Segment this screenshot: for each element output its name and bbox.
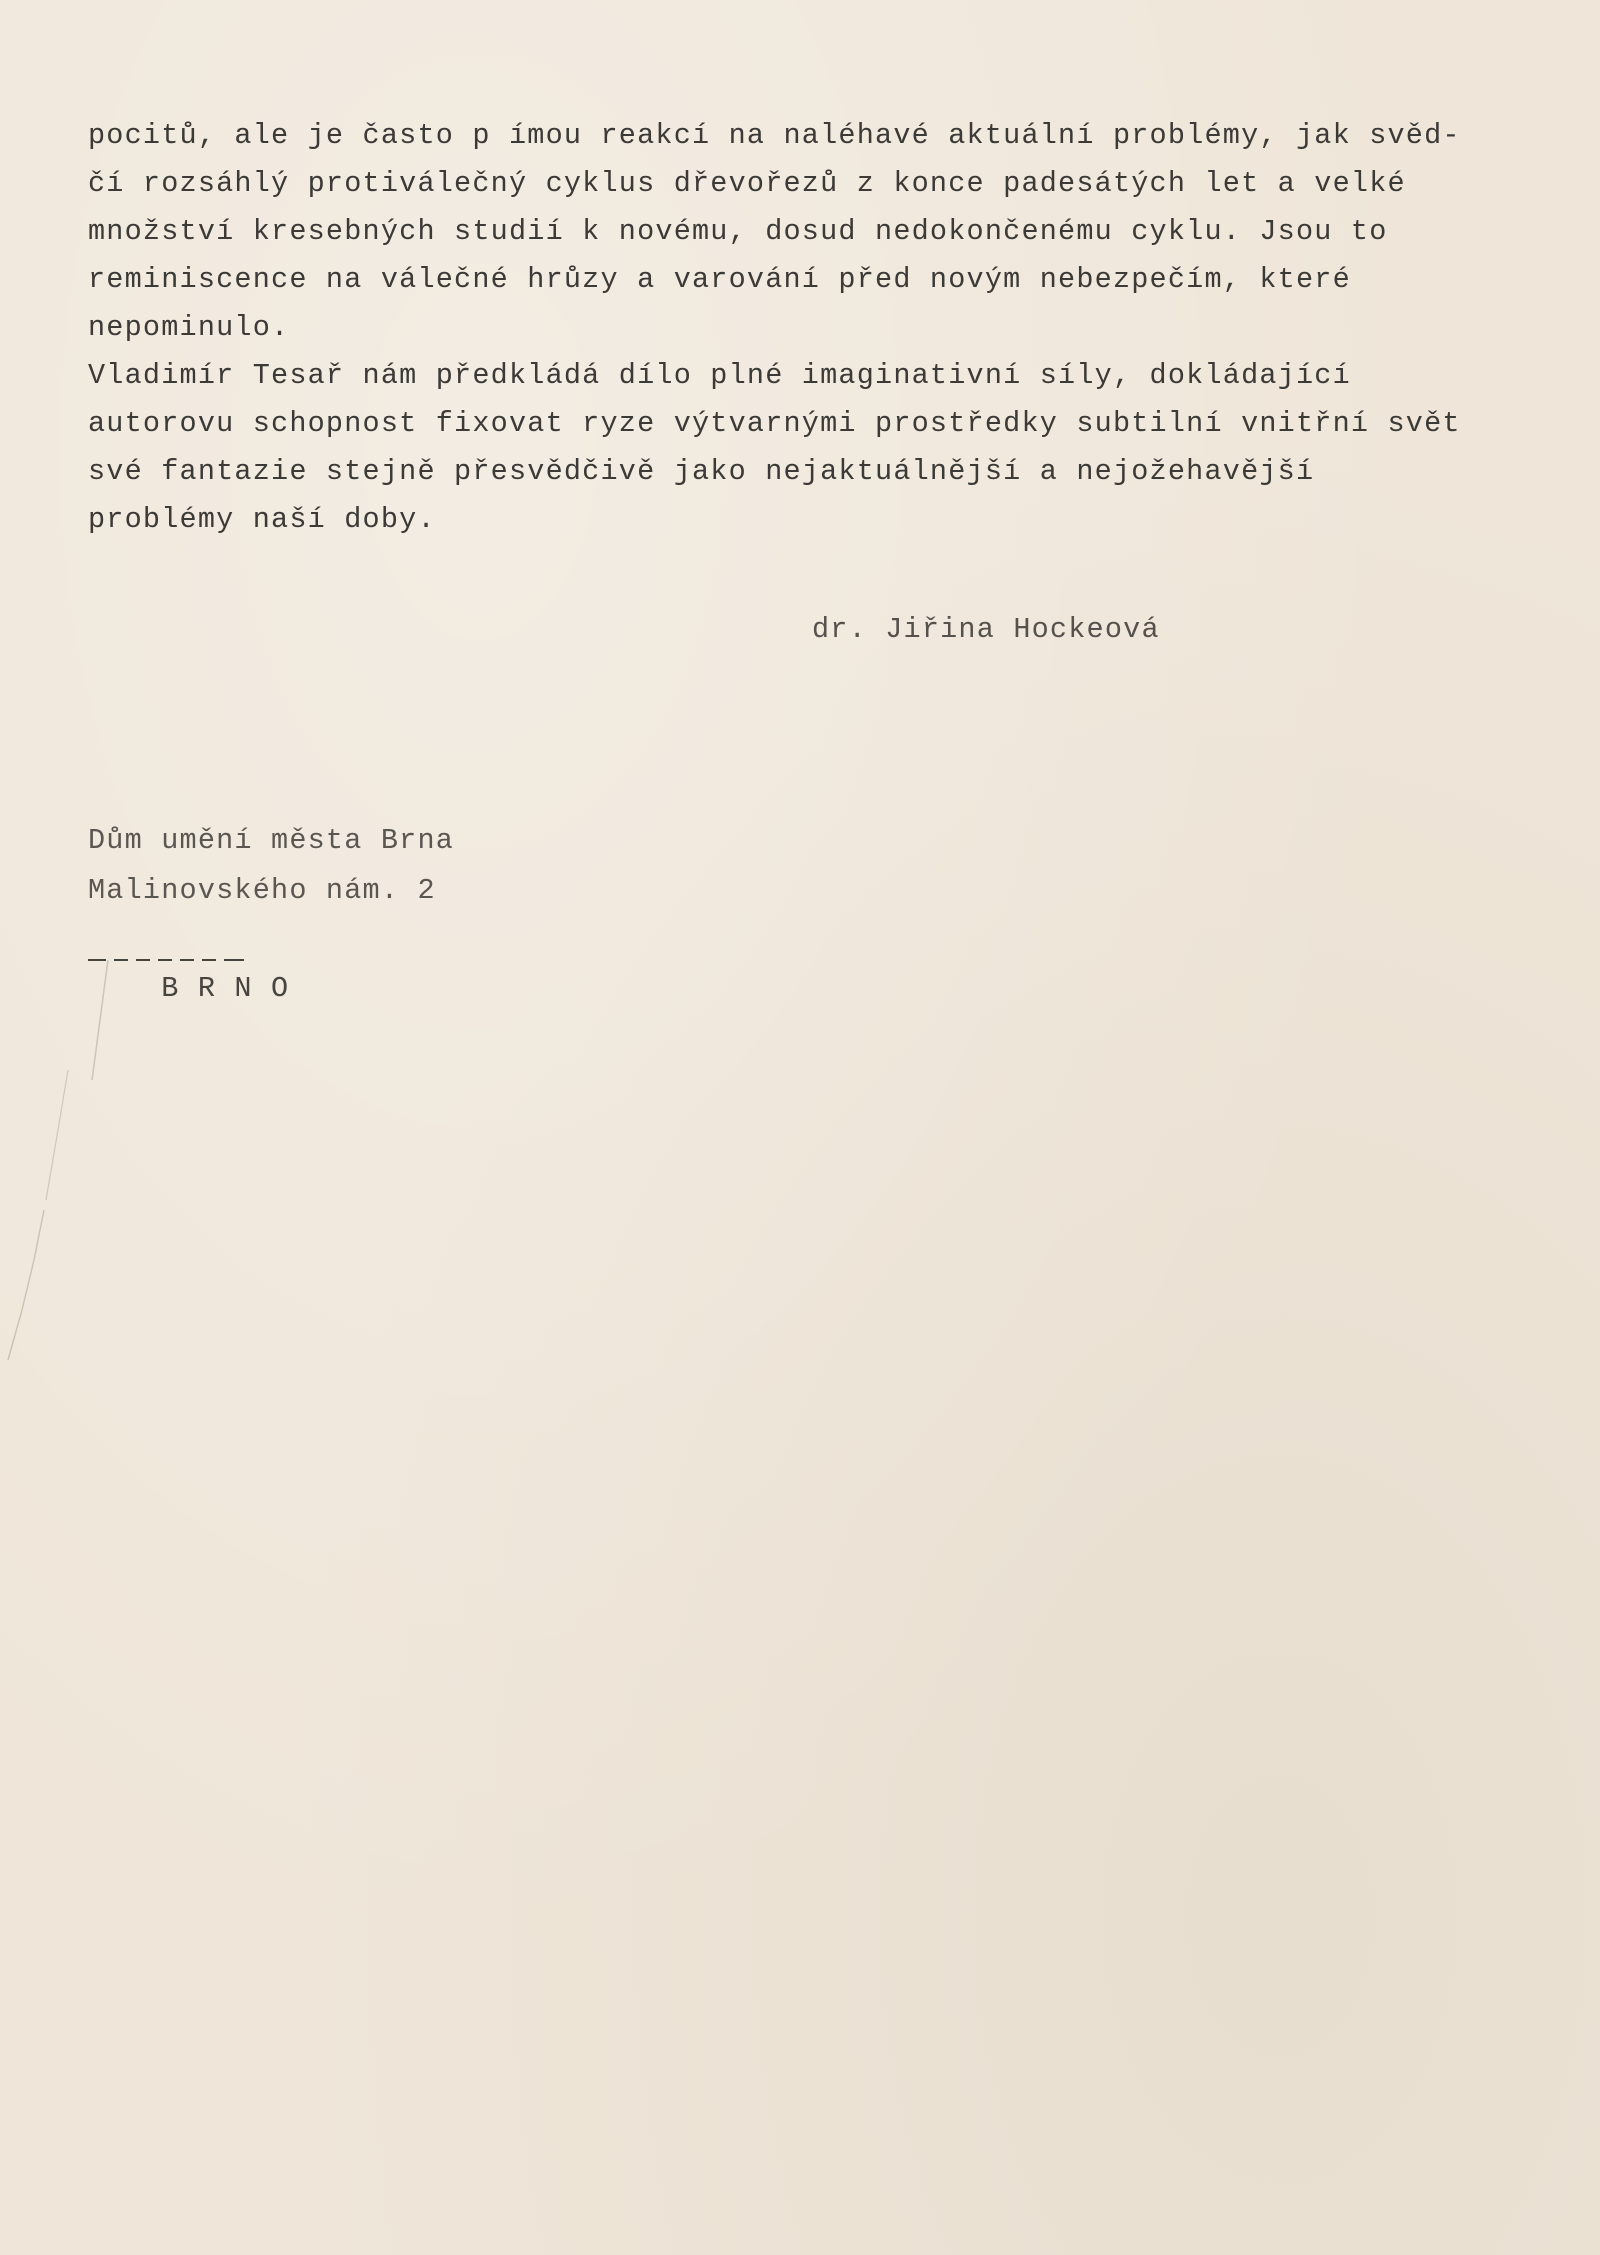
text-line: autorovu schopnost fixovat ryze výtvarnými prostředky subtilní vnitřní svět	[88, 407, 1461, 440]
address-line: Dům umění města Brna	[88, 824, 455, 857]
address-block	[88, 816, 454, 916]
text-line: reminiscence na válečné hrůzy a varování před novým nebezpečím, které	[88, 263, 1351, 296]
address-line: Malinovského nám. 2	[88, 874, 436, 907]
text-line: Vladimír Tesař nám předkládá dílo plné imaginativní síly, dokládající	[88, 359, 1351, 392]
text-line: své fantazie stejně přesvědčivě jako nejaktuálnější a nejožehavější	[88, 455, 1315, 488]
text-line: pocitů, ale je často p ímou reakcí na naléhavé aktuální problémy, jak svěd-	[88, 119, 1461, 152]
text-line: množství kresebných studií k novému, dosud nedokončenému cyklu. Jsou to	[88, 215, 1388, 248]
author-signature: dr. Jiřina Hockeová	[812, 613, 1160, 646]
city-name: B R N O	[161, 972, 290, 1005]
text-line: problémy naší doby.	[88, 503, 436, 536]
body-text	[88, 112, 1568, 544]
text-line: nepominulo.	[88, 311, 290, 344]
paper-scratch-marks	[0, 960, 120, 1380]
text-line: čí rozsáhlý protiválečný cyklus dřevořezů z konce padesátých let a velké	[88, 167, 1406, 200]
